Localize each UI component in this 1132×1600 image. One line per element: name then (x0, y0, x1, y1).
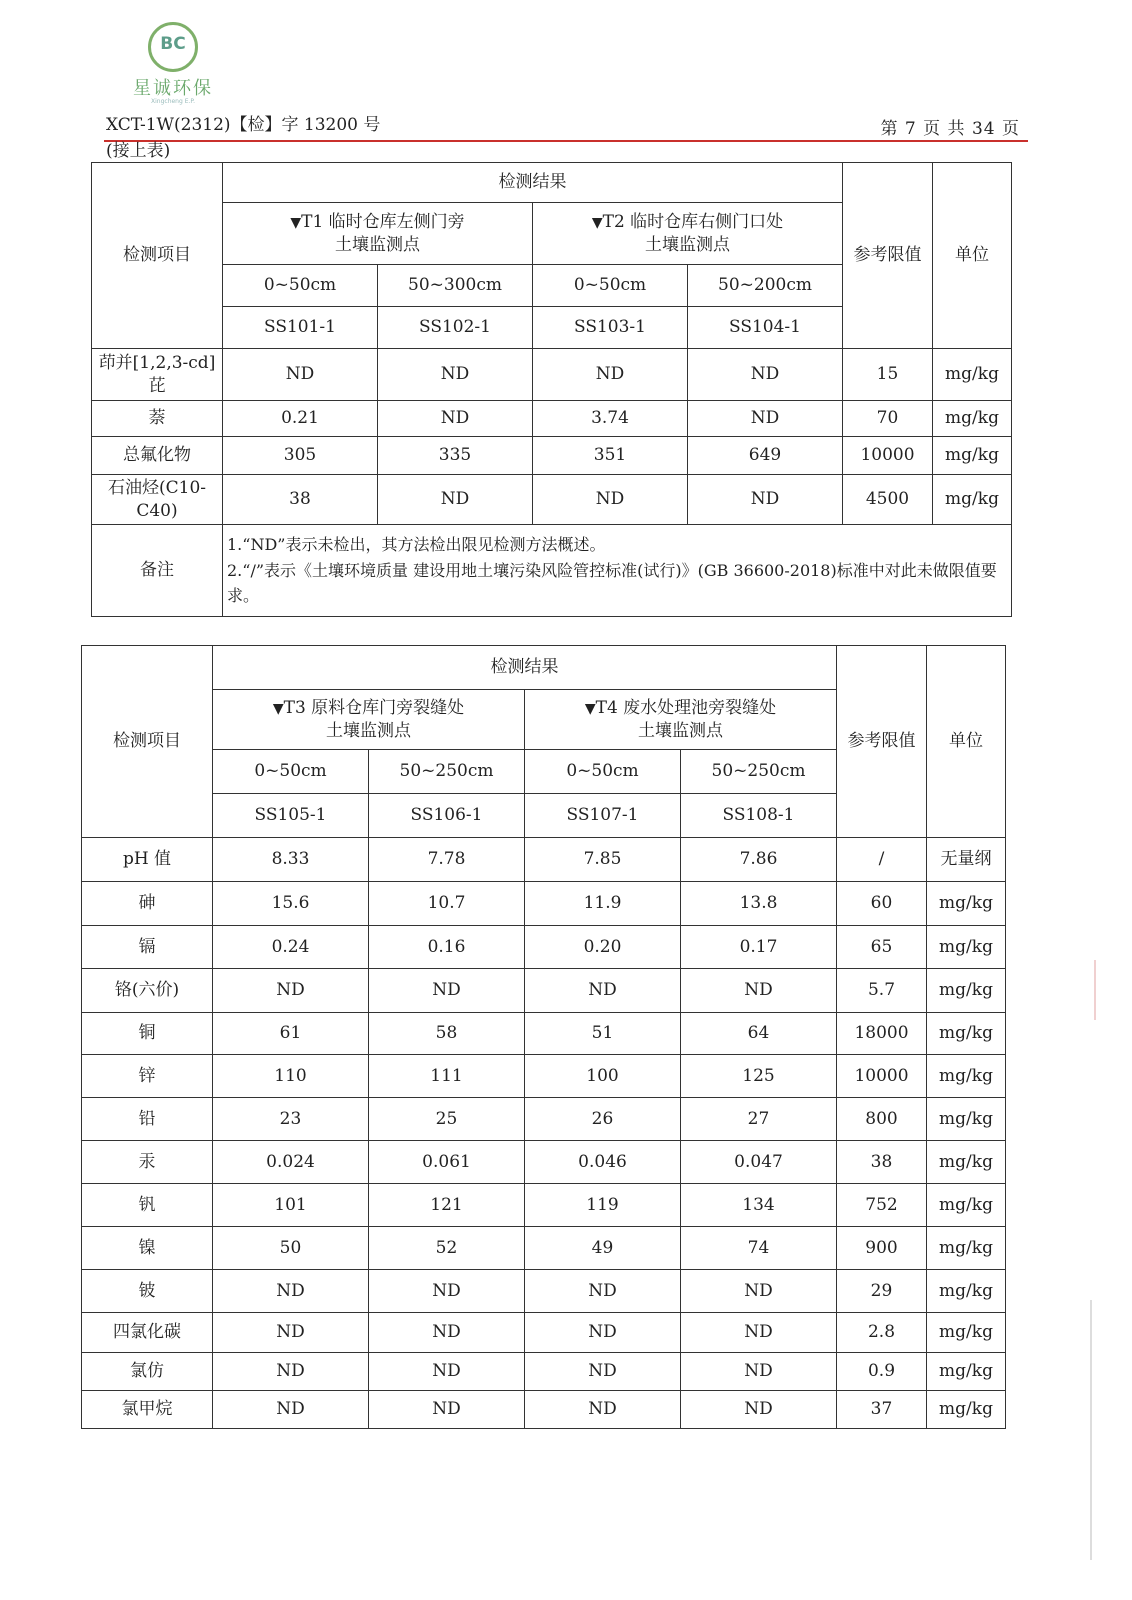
unit-cell: mg/kg (927, 1013, 1006, 1055)
unit-cell: mg/kg (933, 437, 1012, 475)
table-row (82, 1013, 1006, 1055)
value-cell: 0.16 (369, 926, 525, 969)
ref-cell: 2.8 (837, 1313, 927, 1353)
row-item: 氯仿 (82, 1353, 213, 1391)
unit-cell: mg/kg (927, 1184, 1006, 1227)
value-cell: 119 (525, 1184, 681, 1227)
value-cell: ND (213, 1391, 369, 1429)
remark-text (223, 525, 1012, 617)
ref-cell: 18000 (837, 1013, 927, 1055)
depth-cell: 50~300cm (378, 265, 533, 307)
value-cell: 0.046 (525, 1141, 681, 1184)
value-cell: ND (369, 1270, 525, 1313)
row-item: 萘 (92, 401, 223, 437)
unit-cell: mg/kg (927, 1353, 1006, 1391)
value-cell: 49 (525, 1227, 681, 1270)
value-cell: 100 (525, 1055, 681, 1098)
value-cell: ND (369, 1391, 525, 1429)
table-row (92, 349, 1012, 401)
continued-label: (接上表) (106, 141, 171, 161)
ref-cell: / (837, 838, 927, 882)
value-cell: ND (378, 349, 533, 401)
ref-header: 参考限值 (843, 163, 933, 349)
value-cell: 0.024 (213, 1141, 369, 1184)
value-cell: ND (525, 1270, 681, 1313)
ref-cell: 60 (837, 882, 927, 926)
sample-id: SS108-1 (681, 794, 837, 838)
value-cell: 351 (533, 437, 688, 475)
ref-cell: 70 (843, 401, 933, 437)
value-cell: 101 (213, 1184, 369, 1227)
ref-cell: 0.9 (837, 1353, 927, 1391)
logo-subtext: Xingcheng E.P. (151, 98, 195, 105)
value-cell: ND (378, 401, 533, 437)
unit-cell: mg/kg (933, 475, 1012, 525)
sample-id: SS102-1 (378, 307, 533, 349)
value-cell: ND (681, 1270, 837, 1313)
value-cell: ND (213, 1313, 369, 1353)
value-cell: ND (369, 1353, 525, 1391)
ref-cell: 38 (837, 1141, 927, 1184)
sample-id: SS105-1 (213, 794, 369, 838)
value-cell: 0.061 (369, 1141, 525, 1184)
table-row (82, 1055, 1006, 1098)
row-item: 砷 (82, 882, 213, 926)
unit-cell: mg/kg (927, 926, 1006, 969)
results-table-1 (91, 162, 1012, 617)
table-row (92, 401, 1012, 437)
value-cell: 61 (213, 1013, 369, 1055)
value-cell: 51 (525, 1013, 681, 1055)
results-table-2 (81, 645, 1006, 1429)
depth-cell: 0~50cm (533, 265, 688, 307)
value-cell: 10.7 (369, 882, 525, 926)
results-header: 检测结果 (223, 163, 843, 203)
stamp-edge (1094, 960, 1096, 1020)
page-info: 第 7 页 共 34 页 (880, 119, 1020, 139)
table-row (82, 926, 1006, 969)
value-cell: 649 (688, 437, 843, 475)
ref-cell: 752 (837, 1184, 927, 1227)
value-cell: ND (533, 349, 688, 401)
triangle-marker-icon: ▼ (591, 215, 603, 232)
triangle-marker-icon: ▼ (584, 701, 596, 718)
sample-id: SS101-1 (223, 307, 378, 349)
remark-line: 1.“ND”表示未检出，其方法检出限见检测方法概述。 (227, 535, 606, 555)
unit-cell: mg/kg (933, 401, 1012, 437)
ref-cell: 800 (837, 1098, 927, 1141)
logo-text: 星诚环保 (133, 78, 213, 99)
row-item: 铜 (82, 1013, 213, 1055)
ref-cell: 15 (843, 349, 933, 401)
row-item: 氯甲烷 (82, 1391, 213, 1429)
remark-line: 2.“/”表示《土壤环境质量 建设用地土壤污染风险管控标准(试行)》(GB 36600-2018)标准中对此未做限值要求。 (227, 560, 997, 606)
ref-header: 参考限值 (837, 646, 927, 838)
value-cell: 335 (378, 437, 533, 475)
value-cell: 38 (223, 475, 378, 525)
unit-cell: mg/kg (927, 882, 1006, 926)
value-cell: ND (223, 349, 378, 401)
value-cell: 15.6 (213, 882, 369, 926)
row-item: 石油烃(C10-C40) (92, 475, 223, 525)
ref-cell: 5.7 (837, 969, 927, 1013)
value-cell: 7.86 (681, 838, 837, 882)
value-cell: ND (525, 1313, 681, 1353)
unit-cell: mg/kg (927, 1098, 1006, 1141)
value-cell: ND (681, 1313, 837, 1353)
value-cell: 8.33 (213, 838, 369, 882)
point-header-t1: ▼T1 临时仓库左侧门旁 土壤监测点 (223, 203, 533, 265)
unit-cell: mg/kg (927, 1313, 1006, 1353)
table-row (82, 1098, 1006, 1141)
value-cell: 134 (681, 1184, 837, 1227)
point-header-t3: ▼T3 原料仓库门旁裂缝处 土壤监测点 (213, 690, 525, 750)
ref-cell: 29 (837, 1270, 927, 1313)
item-header: 检测项目 (92, 163, 223, 349)
sample-id: SS104-1 (688, 307, 843, 349)
company-logo (128, 22, 218, 105)
value-cell: ND (525, 969, 681, 1013)
value-cell: 11.9 (525, 882, 681, 926)
value-cell: ND (681, 1391, 837, 1429)
value-cell: ND (688, 349, 843, 401)
value-cell: ND (213, 1353, 369, 1391)
value-cell: ND (681, 1353, 837, 1391)
value-cell: 52 (369, 1227, 525, 1270)
ref-cell: 37 (837, 1391, 927, 1429)
unit-cell: mg/kg (927, 1391, 1006, 1429)
value-cell: 121 (369, 1184, 525, 1227)
depth-cell: 0~50cm (213, 750, 369, 794)
value-cell: ND (369, 1313, 525, 1353)
value-cell: 0.21 (223, 401, 378, 437)
value-cell: 125 (681, 1055, 837, 1098)
value-cell: 7.78 (369, 838, 525, 882)
table-row (82, 882, 1006, 926)
header-divider (104, 140, 1028, 142)
value-cell: 111 (369, 1055, 525, 1098)
value-cell: ND (213, 969, 369, 1013)
ref-cell: 900 (837, 1227, 927, 1270)
unit-header: 单位 (927, 646, 1006, 838)
value-cell: ND (525, 1391, 681, 1429)
unit-cell: mg/kg (933, 349, 1012, 401)
row-item: 锌 (82, 1055, 213, 1098)
value-cell: 0.20 (525, 926, 681, 969)
table-row (82, 1313, 1006, 1353)
row-item: 汞 (82, 1141, 213, 1184)
triangle-marker-icon: ▼ (290, 215, 302, 232)
ref-cell: 10000 (843, 437, 933, 475)
value-cell: 0.24 (213, 926, 369, 969)
value-cell: ND (533, 475, 688, 525)
value-cell: 58 (369, 1013, 525, 1055)
table-row (82, 1141, 1006, 1184)
value-cell: ND (688, 475, 843, 525)
page-edge-shadow (1090, 1300, 1092, 1560)
depth-cell: 0~50cm (525, 750, 681, 794)
table-row (82, 1227, 1006, 1270)
value-cell: 74 (681, 1227, 837, 1270)
table-row (82, 1184, 1006, 1227)
table-row (82, 969, 1006, 1013)
triangle-marker-icon: ▼ (272, 701, 284, 718)
row-item: 镍 (82, 1227, 213, 1270)
row-item: 铬(六价) (82, 969, 213, 1013)
unit-cell: 无量纲 (927, 838, 1006, 882)
value-cell: 50 (213, 1227, 369, 1270)
remark-label: 备注 (92, 525, 223, 617)
results-header: 检测结果 (213, 646, 837, 690)
unit-cell: mg/kg (927, 1055, 1006, 1098)
value-cell: ND (213, 1270, 369, 1313)
row-item: 钒 (82, 1184, 213, 1227)
value-cell: 305 (223, 437, 378, 475)
table2-body (82, 838, 1006, 1429)
sample-id: SS107-1 (525, 794, 681, 838)
depth-cell: 0~50cm (223, 265, 378, 307)
unit-cell: mg/kg (927, 969, 1006, 1013)
table-row (82, 1270, 1006, 1313)
value-cell: 13.8 (681, 882, 837, 926)
point-header-t4: ▼T4 废水处理池旁裂缝处 土壤监测点 (525, 690, 837, 750)
row-item: 茚并[1,2,3-cd]芘 (92, 349, 223, 401)
value-cell: 0.047 (681, 1141, 837, 1184)
depth-cell: 50~250cm (369, 750, 525, 794)
depth-cell: 50~250cm (681, 750, 837, 794)
row-item: 总氟化物 (92, 437, 223, 475)
value-cell: ND (688, 401, 843, 437)
remarks-row (92, 525, 1012, 617)
depth-cell: 50~200cm (688, 265, 843, 307)
table-row (82, 838, 1006, 882)
value-cell: ND (681, 969, 837, 1013)
table-row (92, 475, 1012, 525)
row-item: pH 值 (82, 838, 213, 882)
value-cell: 3.74 (533, 401, 688, 437)
value-cell: ND (525, 1353, 681, 1391)
point-header-t2: ▼T2 临时仓库右侧门口处 土壤监测点 (533, 203, 843, 265)
value-cell: ND (369, 969, 525, 1013)
document-number: XCT-1W(2312)【检】字 13200 号 (106, 115, 381, 135)
row-item: 铅 (82, 1098, 213, 1141)
ref-cell: 65 (837, 926, 927, 969)
sample-id: SS106-1 (369, 794, 525, 838)
row-item: 铍 (82, 1270, 213, 1313)
sample-id: SS103-1 (533, 307, 688, 349)
ref-cell: 4500 (843, 475, 933, 525)
value-cell: 23 (213, 1098, 369, 1141)
value-cell: ND (378, 475, 533, 525)
value-cell: 26 (525, 1098, 681, 1141)
value-cell: 64 (681, 1013, 837, 1055)
value-cell: 110 (213, 1055, 369, 1098)
unit-cell: mg/kg (927, 1270, 1006, 1313)
table-row (92, 437, 1012, 475)
value-cell: 7.85 (525, 838, 681, 882)
table-row (82, 1391, 1006, 1429)
unit-header: 单位 (933, 163, 1012, 349)
unit-cell: mg/kg (927, 1141, 1006, 1184)
logo-mark-icon: BC (148, 22, 198, 72)
value-cell: 25 (369, 1098, 525, 1141)
row-item: 镉 (82, 926, 213, 969)
row-item: 四氯化碳 (82, 1313, 213, 1353)
unit-cell: mg/kg (927, 1227, 1006, 1270)
table-row (82, 1353, 1006, 1391)
item-header: 检测项目 (82, 646, 213, 838)
value-cell: 27 (681, 1098, 837, 1141)
value-cell: 0.17 (681, 926, 837, 969)
ref-cell: 10000 (837, 1055, 927, 1098)
